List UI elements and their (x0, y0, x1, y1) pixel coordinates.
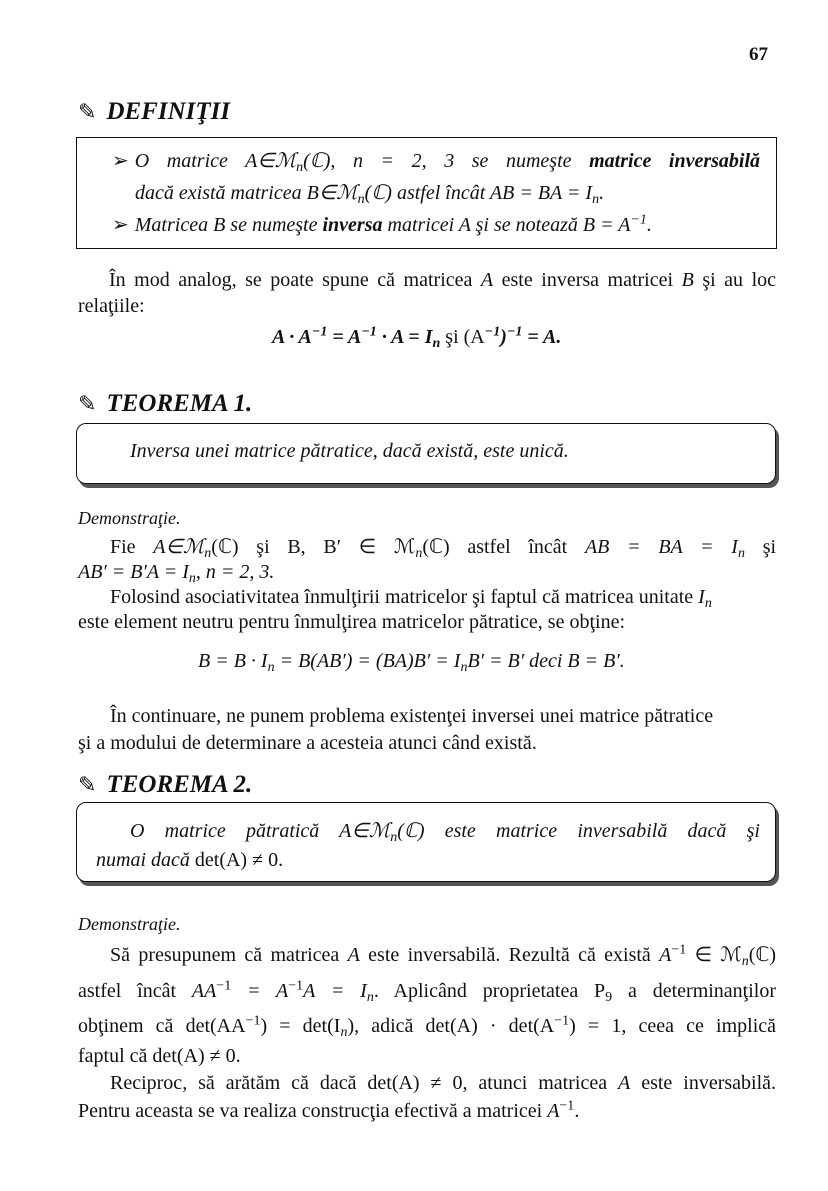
paragraph-1-line-2: relaţiile: (78, 295, 145, 317)
definitions-heading (78, 98, 230, 126)
theorem-2-heading (78, 771, 252, 799)
arrow-bullet-icon: ➢ (112, 214, 129, 236)
definition-2: ➢ Matricea B se numeşte inversa matricei A şi se notează $B = A^{-1}$. (112, 212, 652, 236)
definition-1-line-1: ➢ O matrice A∈ℳ$_n$(ℂ), n = 2, 3 se numeşte matrice inversabilă (112, 150, 760, 176)
paragraph-2-line-2: şi a modului de determinare a acesteia atunci când există. (78, 732, 537, 754)
theorem-2-heading-text: TEOREMA 2. (106, 771, 253, 798)
theorem-1-proof-line-1: Fie A∈ℳ$_n$(ℂ) şi B, B′ ∈ ℳ$_n$(ℂ) astfel încât AB = BA = $I_n$ şi (110, 536, 777, 562)
theorem-2-proof-line-5: Reciproc, să arătăm că dacă det(A) ≠ 0, atunci matricea A este inversabilă. (110, 1072, 777, 1094)
theorem-1-formula: $B = B \cdot I_n = B(AB') = (BA)B' = I_nB' = B'$ deci B = B′. (198, 650, 625, 676)
theorem-1-proof-line-3: Folosind asociativitatea înmulţirii matricelor şi faptul că matricea unitate $I_n$ (110, 586, 712, 612)
paragraph-1-line-1: În mod analog, se poate spune că matricea A este inversa matricei B şi au loc (109, 269, 777, 291)
pointing-hand-icon: ✎ (78, 772, 97, 797)
pointing-hand-icon: ✎ (78, 391, 97, 416)
inverse-relations-formula: $A \cdot A^{-1} = A^{-1} \cdot A = I_n$ şi $(A^{-1})^{-1} = A$. (272, 324, 562, 352)
theorem-2-statement-line-2: numai dacă det(A) ≠ 0. (96, 849, 284, 871)
theorem-1-proof-label: Demonstraţie. (78, 508, 181, 528)
theorem-1-proof-line-2: $AB' = B'A = I_n$, n = 2, 3. (78, 561, 275, 587)
theorem-2-proof-line-1: Să presupunem că matricea A este inversabilă. Rezultă că există $A^{-1}$ ∈ ℳ$_n$(ℂ) (110, 942, 776, 970)
theorem-2-proof-line-4: faptul că det(A) ≠ 0. (78, 1045, 241, 1067)
theorem-1-heading (78, 390, 252, 418)
pointing-hand-icon: ✎ (78, 99, 97, 124)
definition-1-line-2: dacă există matricea B∈ℳ$_n$(ℂ) astfel încât AB = BA = $I_n$. (135, 182, 605, 208)
page-number: 67 (749, 44, 768, 65)
theorem-1-statement: Inversa unei matrice pătratice, dacă există, este unică. (130, 440, 569, 462)
theorem-2-proof-line-3: obţinem că $\det(AA^{-1}) = \det(I_n)$, adică $\det(A) \cdot \det(A^{-1}) = 1$, ceea ce implică (78, 1013, 777, 1041)
definitions-heading-text: DEFINIŢII (106, 98, 231, 125)
theorem-2-proof-label: Demonstraţie. (78, 914, 181, 934)
theorem-2-proof-line-2: astfel încât $AA^{-1} = A^{-1}A = I_n$. Aplicând proprietatea $P_9$ a determinanţilor (78, 978, 777, 1006)
theorem-1-proof-line-4: este element neutru pentru înmulţirea matricelor pătratice, se obţine: (78, 611, 626, 633)
theorem-2-statement-line-1: O matrice pătratică A∈ℳ$_n$(ℂ) este matrice inversabilă dacă şi (130, 820, 760, 846)
arrow-bullet-icon: ➢ (112, 150, 129, 172)
theorem-2-proof-line-6: Pentru aceasta se va realiza construcţia efectivă a matricei $A^{-1}$. (78, 1098, 580, 1122)
theorem-1-heading-text: TEOREMA 1. (106, 390, 253, 417)
paragraph-2-line-1: În continuare, ne punem problema existenţei inversei unei matrice pătratice (110, 705, 714, 727)
